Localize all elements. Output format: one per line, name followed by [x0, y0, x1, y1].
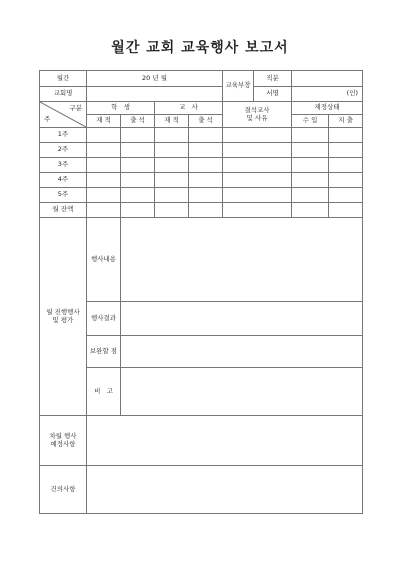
suggestions-field[interactable]: [87, 466, 363, 514]
balance-row: [40, 203, 363, 218]
church-name-field[interactable]: [87, 87, 223, 102]
week-row: [40, 173, 363, 188]
cell[interactable]: [292, 173, 329, 188]
income-header: 수 입: [292, 115, 329, 128]
suggestions-label: 건의사항: [40, 466, 87, 514]
week-label-cell: 2주: [40, 143, 87, 158]
week-label-cell: 5주: [40, 188, 87, 203]
absent-teacher-header: 결석교사 및 사유: [223, 102, 292, 128]
week-row: [40, 143, 363, 158]
cell[interactable]: [292, 203, 329, 218]
cell[interactable]: [189, 188, 223, 203]
next-month-plan-label: 차월 행사 예정사항: [40, 416, 87, 466]
remarks-field[interactable]: [121, 368, 363, 416]
cell[interactable]: [223, 158, 292, 173]
event-evaluation-label: 월 진행행사 및 평가: [40, 218, 87, 416]
cell[interactable]: [155, 158, 189, 173]
position-field[interactable]: [292, 71, 363, 87]
week-row: [40, 188, 363, 203]
expense-header: 지 출: [329, 115, 363, 128]
cell[interactable]: [121, 128, 155, 143]
cell[interactable]: [121, 173, 155, 188]
week-label-cell: 3주: [40, 158, 87, 173]
signature-field[interactable]: [292, 87, 363, 102]
cell[interactable]: [292, 158, 329, 173]
cell[interactable]: [329, 128, 363, 143]
event-result-label: 행사결과: [87, 302, 121, 336]
cell[interactable]: [223, 188, 292, 203]
balance-label: 월 잔액: [40, 203, 87, 218]
cell[interactable]: [189, 203, 223, 218]
position-label: 직분: [254, 71, 292, 87]
students-present-header: 출 석: [121, 115, 155, 128]
cell[interactable]: [292, 188, 329, 203]
report-form: [39, 70, 363, 514]
supplement-label: 보완할 점: [87, 336, 121, 368]
signature-label: 서명: [254, 87, 292, 102]
cell[interactable]: [87, 158, 121, 173]
cell[interactable]: [189, 158, 223, 173]
edu-director-label: 교육부장: [223, 71, 254, 102]
cell[interactable]: [87, 188, 121, 203]
supplement-field[interactable]: [121, 336, 363, 368]
cell[interactable]: [87, 203, 121, 218]
cell[interactable]: [155, 188, 189, 203]
cell[interactable]: [329, 173, 363, 188]
cell[interactable]: [329, 158, 363, 173]
cell[interactable]: [189, 128, 223, 143]
finance-header: 재정상태: [292, 102, 363, 115]
cell[interactable]: [121, 143, 155, 158]
cell[interactable]: [87, 173, 121, 188]
teachers-header: 교 사: [155, 102, 223, 115]
cell[interactable]: [329, 188, 363, 203]
cell[interactable]: [155, 173, 189, 188]
event-result-field[interactable]: [121, 302, 363, 336]
teachers-enrolled-header: 재 적: [155, 115, 189, 128]
month-label: 월간: [40, 71, 87, 87]
week-label-cell: 1주: [40, 128, 87, 143]
cell[interactable]: [121, 203, 155, 218]
cell[interactable]: [292, 128, 329, 143]
date-field[interactable]: 20 년 월: [87, 71, 223, 87]
cell[interactable]: [292, 143, 329, 158]
week-label-cell: 4주: [40, 173, 87, 188]
students-enrolled-header: 재 적: [87, 115, 121, 128]
category-label: 구분: [69, 104, 82, 112]
seal-mark: (인): [346, 89, 359, 98]
students-header: 학 생: [87, 102, 155, 115]
cell[interactable]: [329, 203, 363, 218]
event-content-field[interactable]: [121, 218, 363, 302]
cell[interactable]: [121, 158, 155, 173]
remarks-label: 비 고: [87, 368, 121, 416]
cell[interactable]: [155, 143, 189, 158]
week-row: [40, 128, 363, 143]
cell[interactable]: [223, 143, 292, 158]
event-content-label: 행사내용: [87, 218, 121, 302]
cell[interactable]: [121, 188, 155, 203]
cell[interactable]: [87, 143, 121, 158]
cell[interactable]: [223, 203, 292, 218]
cell[interactable]: [87, 128, 121, 143]
next-month-plan-field[interactable]: [87, 416, 363, 466]
cell[interactable]: [223, 173, 292, 188]
teachers-present-header: 출 석: [189, 115, 223, 128]
cell[interactable]: [223, 128, 292, 143]
church-name-label: 교회명: [40, 87, 87, 102]
cell[interactable]: [189, 173, 223, 188]
page-title: 월간 교회 교육행사 보고서: [111, 40, 289, 56]
cell[interactable]: [155, 203, 189, 218]
week-label: 주: [44, 115, 51, 124]
category-week-header: [40, 102, 87, 128]
week-row: [40, 158, 363, 173]
cell[interactable]: [329, 143, 363, 158]
cell[interactable]: [189, 143, 223, 158]
cell[interactable]: [155, 128, 189, 143]
